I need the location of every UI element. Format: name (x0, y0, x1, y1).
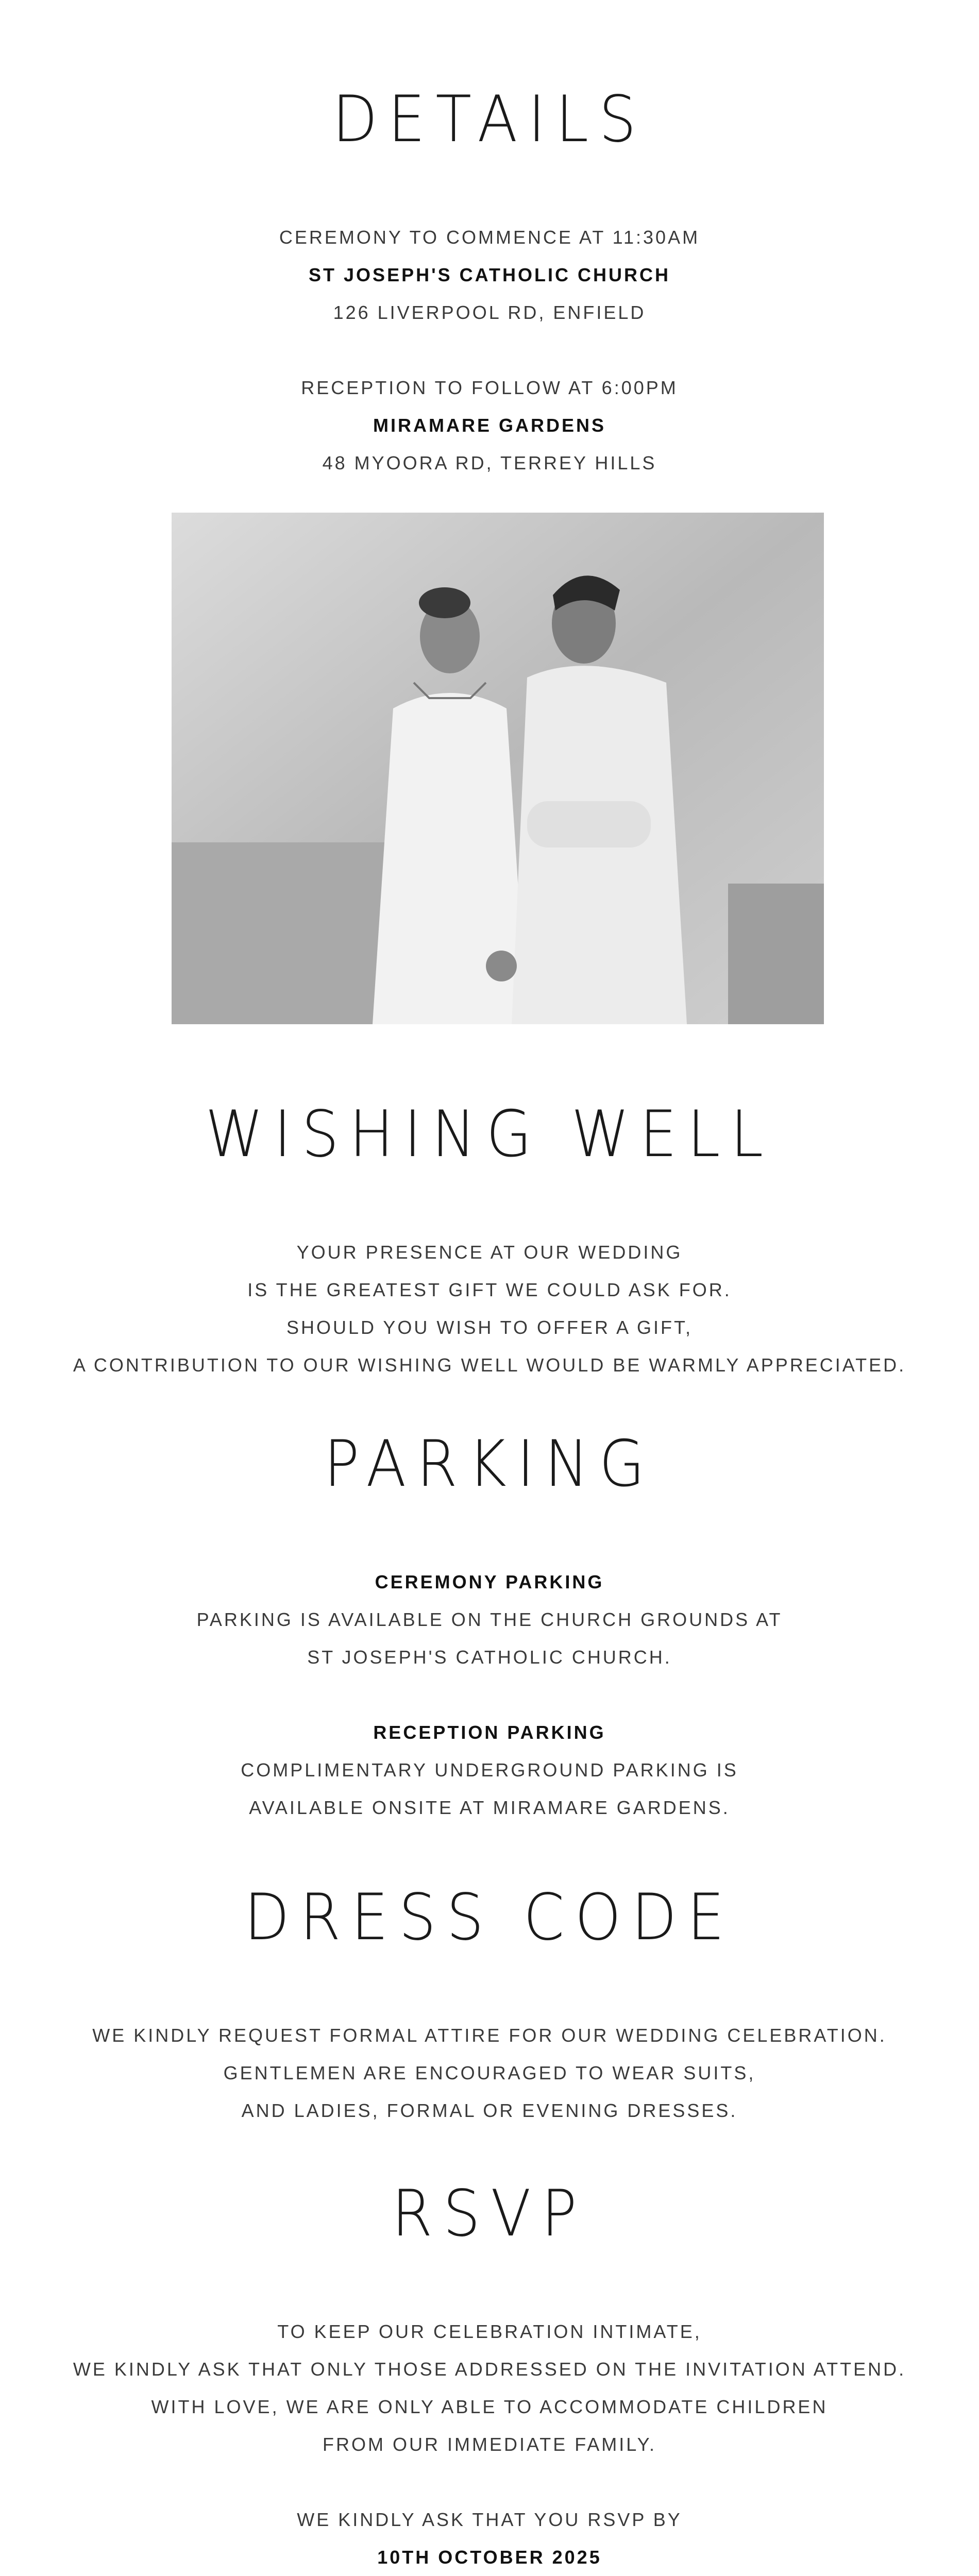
reception-time: RECEPTION TO FOLLOW AT 6:00PM (301, 377, 678, 398)
wishing-well-line: IS THE GREATEST GIFT WE COULD ASK FOR. (247, 1279, 732, 1300)
details-heading: DETAILS (332, 82, 647, 157)
rsvp-line: FROM OUR IMMEDIATE FAMILY. (322, 2434, 657, 2455)
reception-address: 48 MYOORA RD, TERREY HILLS (322, 452, 657, 473)
wishing-well-line: A CONTRIBUTION TO OUR WISHING WELL WOULD BE WARMLY APPRECIATED. (73, 1354, 906, 1376)
wishing-well-section (0, 1097, 979, 1384)
dress-code-heading: DRESS CODE (244, 1880, 735, 1955)
couple-photo-icon (172, 513, 824, 1024)
dress-code-line: WE KINDLY REQUEST FORMAL ATTIRE FOR OUR WEDDING CELEBRATION. (92, 2025, 887, 2046)
ceremony-parking-title: CEREMONY PARKING (375, 1571, 604, 1592)
ceremony-parking-line: ST JOSEPH'S CATHOLIC CHURCH. (307, 1647, 672, 1668)
reception-venue: MIRAMARE GARDENS (373, 415, 606, 436)
reception-parking-line: COMPLIMENTARY UNDERGROUND PARKING IS (241, 1759, 738, 1781)
reception-parking-title: RECEPTION PARKING (373, 1722, 606, 1743)
ceremony-address: 126 LIVERPOOL RD, ENFIELD (333, 302, 646, 323)
ceremony-parking-line: PARKING IS AVAILABLE ON THE CHURCH GROUNDS AT (196, 1609, 783, 1630)
reception-parking-line: AVAILABLE ONSITE AT MIRAMARE GARDENS. (249, 1797, 730, 1818)
parking-heading: PARKING (324, 1427, 655, 1501)
wishing-well-line: YOUR PRESENCE AT OUR WEDDING (296, 1242, 683, 1263)
ceremony-venue: ST JOSEPH'S CATHOLIC CHURCH (309, 264, 670, 285)
rsvp-heading: RSVP (392, 2177, 587, 2251)
details-section (0, 82, 979, 482)
couple-photo (172, 513, 824, 1024)
ceremony-time: CEREMONY TO COMMENCE AT 11:30AM (279, 227, 700, 248)
dress-code-line: AND LADIES, FORMAL OR EVENING DRESSES. (241, 2100, 738, 2121)
rsvp-deadline-intro: WE KINDLY ASK THAT YOU RSVP BY (297, 2509, 682, 2530)
wishing-well-heading: WISHING WELL (205, 1097, 774, 1172)
rsvp-line: TO KEEP OUR CELEBRATION INTIMATE, (277, 2321, 702, 2342)
dress-code-section (0, 1880, 979, 2129)
dress-code-line: GENTLEMEN ARE ENCOURAGED TO WEAR SUITS, (223, 2062, 756, 2083)
rsvp-section (0, 2177, 979, 2576)
rsvp-line: WE KINDLY ASK THAT ONLY THOSE ADDRESSED ON THE INVITATION ATTEND. (73, 2359, 906, 2380)
wishing-well-line: SHOULD YOU WISH TO OFFER A GIFT, (286, 1317, 693, 1338)
parking-section (0, 1427, 979, 1826)
rsvp-deadline-date: 10TH OCTOBER 2025 (377, 2547, 602, 2568)
rsvp-line: WITH LOVE, WE ARE ONLY ABLE TO ACCOMMODATE CHILDREN (151, 2396, 828, 2417)
